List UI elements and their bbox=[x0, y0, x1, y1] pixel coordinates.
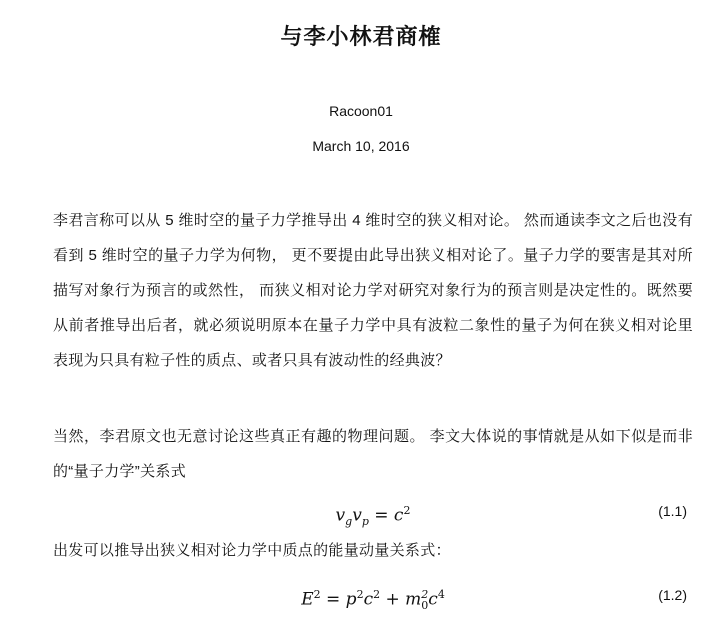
document-date: March 10, 2016 bbox=[312, 138, 410, 154]
equation-formula: $v_gv_p = c^2$ bbox=[335, 504, 411, 529]
equation bbox=[53, 580, 693, 613]
equation bbox=[53, 496, 693, 529]
equation-number: (1.1) bbox=[658, 503, 687, 519]
body-paragraph: 出发可以推导出狭义相对论力学中质点的能量动量关系式： bbox=[53, 542, 451, 559]
document-title: 与李小林君商榷 bbox=[280, 24, 442, 49]
body-paragraph: 李君言称可以从 5 维时空的量子力学推导出 4 维时空的狭义相对论。 然而通读李文之后也没有看到 5 维时空的量子力学为何物， 更不要提由此导出狭义相对论了。量子力学的要害是其对所描写对象行为预言的或然性， 而狭义相对论力学对研究对象行为的预言则是决定性的。既然要从前者推导出后者，就必须说明原本在量子力学中具有波粒二象性的量子为何在狭义相对论里表现为只具有粒子性的质点、或者只具有波动性的经典波？ bbox=[53, 212, 693, 369]
body-paragraph: 当然，李君原文也无意讨论这些真正有趣的物理问题。 李文大体说的事情就是从如下似是而非的“量子力学”关系式 bbox=[53, 428, 693, 480]
equation-number: (1.2) bbox=[658, 587, 687, 603]
equation-formula: $E^2 = p^2c^2 + m$ 2 0 $c^4$ bbox=[301, 588, 445, 613]
document-author: Racoon01 bbox=[329, 103, 393, 119]
